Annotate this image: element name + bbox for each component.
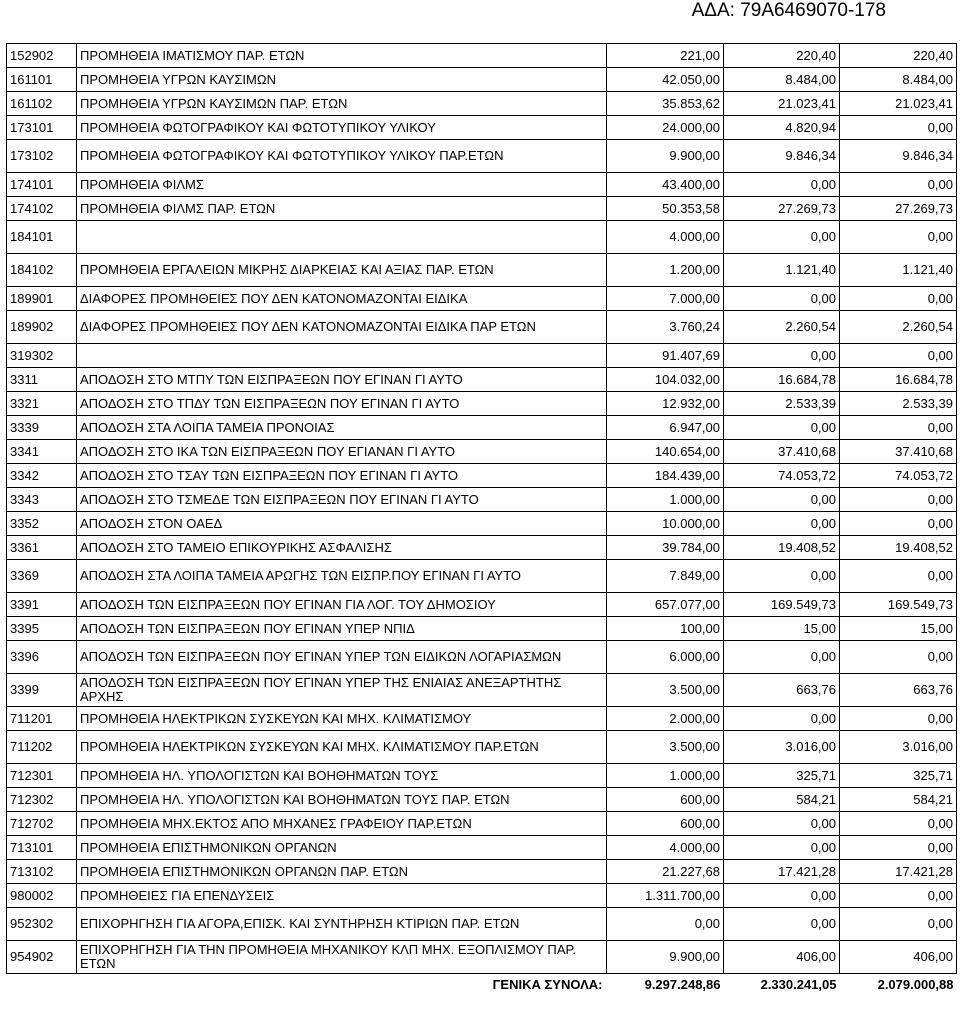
amount-committed-cell: 0,00 <box>724 836 840 860</box>
code-cell: 161101 <box>7 68 77 92</box>
code-cell: 3399 <box>7 674 77 707</box>
code-cell: 3342 <box>7 464 77 488</box>
amount-paid-cell: 0,00 <box>840 908 957 941</box>
amount-committed-cell: 3.016,00 <box>724 731 840 764</box>
amount-budgeted-cell: 42.050,00 <box>607 68 724 92</box>
description-cell: ΑΠΟΔΟΣΗ ΤΩΝ ΕΙΣΠΡΑΞΕΩΝ ΠΟΥ ΕΓΙΝΑΝ ΥΠΕΡ ΝΠΙΔ <box>77 617 607 641</box>
amount-budgeted-cell: 184.439,00 <box>607 464 724 488</box>
amount-committed-cell: 1.121,40 <box>724 254 840 287</box>
table-row <box>7 512 957 536</box>
amount-paid-cell: 0,00 <box>840 884 957 908</box>
code-cell: 189901 <box>7 287 77 311</box>
code-cell: 173101 <box>7 116 77 140</box>
table-row <box>7 731 957 764</box>
code-cell: 319302 <box>7 344 77 368</box>
description-cell: ΠΡΟΜΗΘΕΙΑ ΦΙΛΜΣ <box>77 173 607 197</box>
description-cell: ΑΠΟΔΟΣΗ ΣΤΟ ΤΣΜΕΔΕ ΤΩΝ ΕΙΣΠΡΑΞΕΩΝ ΠΟΥ ΕΓΙΝΑΝ ΓΙ ΑΥΤΟ <box>77 488 607 512</box>
description-cell: ΑΠΟΔΟΣΗ ΤΩΝ ΕΙΣΠΡΑΞΕΩΝ ΠΟΥ ΕΓΙΝΑΝ ΥΠΕΡ ΤΗΣ ΕΝΙΑΙΑΣ ΑΝΕΞΑΡΤΗΤΗΣ ΑΡΧΗΣ <box>77 674 607 707</box>
description-cell: ΠΡΟΜΗΘΕΙΑ ΥΓΡΩΝ ΚΑΥΣΙΜΩΝ <box>77 68 607 92</box>
amount-committed-cell: 0,00 <box>724 416 840 440</box>
amount-committed-cell: 663,76 <box>724 674 840 707</box>
amount-committed-cell: 169.549,73 <box>724 593 840 617</box>
code-cell: 3352 <box>7 512 77 536</box>
code-cell: 184101 <box>7 221 77 254</box>
amount-budgeted-cell: 24.000,00 <box>607 116 724 140</box>
amount-budgeted-cell: 657.077,00 <box>607 593 724 617</box>
total-committed: 2.330.241,05 <box>760 977 837 992</box>
code-cell: 3361 <box>7 536 77 560</box>
description-cell: ΑΠΟΔΟΣΗ ΣΤΟΝ ΟΑΕΔ <box>77 512 607 536</box>
amount-budgeted-cell: 104.032,00 <box>607 368 724 392</box>
amount-committed-cell: 0,00 <box>724 908 840 941</box>
amount-paid-cell: 0,00 <box>840 707 957 731</box>
description-cell: ΑΠΟΔΟΣΗ ΣΤΟ ΜΤΠΥ ΤΩΝ ΕΙΣΠΡΑΞΕΩΝ ΠΟΥ ΕΓΙΝΑΝ ΓΙ ΑΥΤΟ <box>77 368 607 392</box>
amount-budgeted-cell: 6.000,00 <box>607 641 724 674</box>
amount-budgeted-cell: 4.000,00 <box>607 221 724 254</box>
amount-budgeted-cell: 7.000,00 <box>607 287 724 311</box>
amount-paid-cell: 15,00 <box>840 617 957 641</box>
budget-table <box>6 43 957 996</box>
amount-paid-cell: 220,40 <box>840 44 957 68</box>
table-row <box>7 44 957 68</box>
amount-paid-cell: 17.421,28 <box>840 860 957 884</box>
description-cell: ΠΡΟΜΗΘΕΙΑ ΗΛΕΚΤΡΙΚΩΝ ΣΥΣΚΕΥΩΝ ΚΑΙ ΜΗΧ. ΚΛΙΜΑΤΙΣΜΟΥ <box>77 707 607 731</box>
amount-budgeted-cell: 10.000,00 <box>607 512 724 536</box>
description-cell: ΠΡΟΜΗΘΕΙΑ ΥΓΡΩΝ ΚΑΥΣΙΜΩΝ ΠΑΡ. ΕΤΩΝ <box>77 92 607 116</box>
amount-committed-cell: 0,00 <box>724 287 840 311</box>
code-cell: 713101 <box>7 836 77 860</box>
amount-committed-cell: 220,40 <box>724 44 840 68</box>
description-cell: ΑΠΟΔΟΣΗ ΣΤΟ ΙΚΑ ΤΩΝ ΕΙΣΠΡΑΞΕΩΝ ΠΟΥ ΕΓΙΑΝΑΝ ΓΙ ΑΥΤΟ <box>77 440 607 464</box>
amount-committed-cell: 406,00 <box>724 941 840 974</box>
amount-paid-cell: 0,00 <box>840 116 957 140</box>
code-cell: 173102 <box>7 140 77 173</box>
amount-paid-cell: 16.684,78 <box>840 368 957 392</box>
code-cell: 174101 <box>7 173 77 197</box>
code-cell: 3369 <box>7 560 77 593</box>
table-row <box>7 617 957 641</box>
amount-budgeted-cell: 2.000,00 <box>607 707 724 731</box>
description-cell: ΠΡΟΜΗΘΕΙΑ ΕΠΙΣΤΗΜΟΝΙΚΩΝ ΟΡΓΑΝΩΝ <box>77 836 607 860</box>
description-cell: ΑΠΟΔΟΣΗ ΣΤΟ ΤΑΜΕΙΟ ΕΠΙΚΟΥΡΙΚΗΣ ΑΣΦΑΛΙΣΗΣ <box>77 536 607 560</box>
table-row <box>7 344 957 368</box>
description-cell: ΔΙΑΦΟΡΕΣ ΠΡΟΜΗΘΕΙΕΣ ΠΟΥ ΔΕΝ ΚΑΤΟΝΟΜΑΖΟΝΤΑΙ ΕΙΔΙΚΑ <box>77 287 607 311</box>
amount-paid-cell: 0,00 <box>840 221 957 254</box>
amount-paid-cell: 27.269,73 <box>840 197 957 221</box>
amount-committed-cell: 0,00 <box>724 812 840 836</box>
code-cell: 713102 <box>7 860 77 884</box>
description-cell: ΑΠΟΔΟΣΗ ΣΤΑ ΛΟΙΠΑ ΤΑΜΕΙΑ ΑΡΩΓΗΣ ΤΩΝ ΕΙΣΠΡ.ΠΟΥ ΕΓΙΝΑΝ ΓΙ ΑΥΤΟ <box>77 560 607 593</box>
description-cell: ΕΠΙΧΟΡΗΓΗΣΗ ΓΙΑ ΤΗΝ ΠΡΟΜΗΘΕΙΑ ΜΗΧΑΝΙΚΟΥ ΚΛΠ ΜΗΧ. ΕΞΟΠΛΙΣΜΟΥ ΠΑΡ. ΕΤΩΝ <box>77 941 607 974</box>
description-cell: ΠΡΟΜΗΘΕΙΑ ΗΛΕΚΤΡΙΚΩΝ ΣΥΣΚΕΥΩΝ ΚΑΙ ΜΗΧ. ΚΛΙΜΑΤΙΣΜΟΥ ΠΑΡ.ΕΤΩΝ <box>77 731 607 764</box>
description-cell: ΑΠΟΔΟΣΗ ΣΤΑ ΛΟΙΠΑ ΤΑΜΕΙΑ ΠΡΟΝΟΙΑΣ <box>77 416 607 440</box>
amount-budgeted-cell: 6.947,00 <box>607 416 724 440</box>
amount-paid-cell: 663,76 <box>840 674 957 707</box>
amount-paid-cell: 0,00 <box>840 836 957 860</box>
table-row <box>7 788 957 812</box>
amount-paid-cell: 1.121,40 <box>840 254 957 287</box>
amount-paid-cell: 0,00 <box>840 287 957 311</box>
amount-committed-cell: 27.269,73 <box>724 197 840 221</box>
amount-budgeted-cell: 43.400,00 <box>607 173 724 197</box>
amount-committed-cell: 0,00 <box>724 344 840 368</box>
code-cell: 711201 <box>7 707 77 731</box>
amount-committed-cell: 19.408,52 <box>724 536 840 560</box>
amount-paid-cell: 325,71 <box>840 764 957 788</box>
table-row <box>7 368 957 392</box>
description-cell: ΠΡΟΜΗΘΕΙΑ ΕΡΓΑΛΕΙΩΝ ΜΙΚΡΗΣ ΔΙΑΡΚΕΙΑΣ ΚΑΙ ΑΞΙΑΣ ΠΑΡ. ΕΤΩΝ <box>77 254 607 287</box>
description-cell: ΕΠΙΧΟΡΗΓΗΣΗ ΓΙΑ ΑΓΟΡΑ,ΕΠΙΣΚ. ΚΑΙ ΣΥΝΤΗΡΗΣΗ ΚΤΙΡΙΩΝ ΠΑΡ. ΕΤΩΝ <box>77 908 607 941</box>
amount-paid-cell: 0,00 <box>840 344 957 368</box>
ada-code: ΑΔΑ: 79Α6469070-178 <box>691 0 886 21</box>
amount-budgeted-cell: 1.000,00 <box>607 488 724 512</box>
table-row <box>7 536 957 560</box>
table-row <box>7 908 957 941</box>
table-row <box>7 173 957 197</box>
amount-paid-cell: 37.410,68 <box>840 440 957 464</box>
table-row <box>7 416 957 440</box>
table-row <box>7 941 957 974</box>
amount-committed-cell: 8.484,00 <box>724 68 840 92</box>
description-cell: ΠΡΟΜΗΘΕΙΑ ΙΜΑΤΙΣΜΟΥ ΠΑΡ. ΕΤΩΝ <box>77 44 607 68</box>
code-cell: 980002 <box>7 884 77 908</box>
table-row <box>7 707 957 731</box>
code-cell: 3343 <box>7 488 77 512</box>
amount-committed-cell: 0,00 <box>724 221 840 254</box>
amount-committed-cell: 0,00 <box>724 512 840 536</box>
amount-budgeted-cell: 221,00 <box>607 44 724 68</box>
code-cell: 712302 <box>7 788 77 812</box>
amount-committed-cell: 15,00 <box>724 617 840 641</box>
amount-budgeted-cell: 35.853,62 <box>607 92 724 116</box>
code-cell: 152902 <box>7 44 77 68</box>
amount-paid-cell: 2.260,54 <box>840 311 957 344</box>
amount-paid-cell: 8.484,00 <box>840 68 957 92</box>
amount-budgeted-cell: 39.784,00 <box>607 536 724 560</box>
description-cell: ΑΠΟΔΟΣΗ ΣΤΟ ΤΠΔΥ ΤΩΝ ΕΙΣΠΡΑΞΕΩΝ ΠΟΥ ΕΓΙΝΑΝ ΓΙ ΑΥΤΟ <box>77 392 607 416</box>
table-row <box>7 812 957 836</box>
amount-committed-cell: 9.846,34 <box>724 140 840 173</box>
amount-committed-cell: 74.053,72 <box>724 464 840 488</box>
amount-committed-cell: 37.410,68 <box>724 440 840 464</box>
amount-paid-cell: 2.533,39 <box>840 392 957 416</box>
budget-table-body <box>7 44 957 997</box>
code-cell: 712702 <box>7 812 77 836</box>
code-cell: 952302 <box>7 908 77 941</box>
table-row <box>7 254 957 287</box>
amount-paid-cell: 74.053,72 <box>840 464 957 488</box>
amount-committed-cell: 2.533,39 <box>724 392 840 416</box>
code-cell: 174102 <box>7 197 77 221</box>
table-row <box>7 488 957 512</box>
amount-budgeted-cell: 100,00 <box>607 617 724 641</box>
amount-committed-cell: 0,00 <box>724 884 840 908</box>
amount-committed-cell: 2.260,54 <box>724 311 840 344</box>
code-cell: 161102 <box>7 92 77 116</box>
code-cell: 184102 <box>7 254 77 287</box>
description-cell: ΠΡΟΜΗΘΕΙΑ ΕΠΙΣΤΗΜΟΝΙΚΩΝ ΟΡΓΑΝΩΝ ΠΑΡ. ΕΤΩΝ <box>77 860 607 884</box>
amount-budgeted-cell: 9.900,00 <box>607 140 724 173</box>
code-cell: 954902 <box>7 941 77 974</box>
amount-committed-cell: 0,00 <box>724 173 840 197</box>
amount-committed-cell: 325,71 <box>724 764 840 788</box>
description-cell: ΑΠΟΔΟΣΗ ΣΤΟ ΤΣΑΥ ΤΩΝ ΕΙΣΠΡΑΞΕΩΝ ΠΟΥ ΕΓΙΝΑΝ ΓΙ ΑΥΤΟ <box>77 464 607 488</box>
table-row <box>7 221 957 254</box>
amount-committed-cell: 0,00 <box>724 707 840 731</box>
amount-paid-cell: 584,21 <box>840 788 957 812</box>
amount-budgeted-cell: 12.932,00 <box>607 392 724 416</box>
table-row <box>7 593 957 617</box>
amount-budgeted-cell: 4.000,00 <box>607 836 724 860</box>
description-cell <box>77 344 607 368</box>
amount-budgeted-cell: 3.760,24 <box>607 311 724 344</box>
table-row <box>7 116 957 140</box>
amount-budgeted-cell: 1.000,00 <box>607 764 724 788</box>
description-cell: ΠΡΟΜΗΘΕΙΑ ΦΙΛΜΣ ΠΑΡ. ΕΤΩΝ <box>77 197 607 221</box>
table-row <box>7 140 957 173</box>
table-row <box>7 197 957 221</box>
amount-paid-cell: 0,00 <box>840 173 957 197</box>
amount-committed-cell: 21.023,41 <box>724 92 840 116</box>
table-row <box>7 464 957 488</box>
amount-budgeted-cell: 91.407,69 <box>607 344 724 368</box>
code-cell: 3341 <box>7 440 77 464</box>
code-cell: 3311 <box>7 368 77 392</box>
totals-label: ΓΕΝΙΚΑ ΣΥΝΟΛΑ: <box>492 977 603 992</box>
table-row <box>7 287 957 311</box>
amount-paid-cell: 9.846,34 <box>840 140 957 173</box>
amount-budgeted-cell: 600,00 <box>607 812 724 836</box>
amount-committed-cell: 16.684,78 <box>724 368 840 392</box>
code-cell: 189902 <box>7 311 77 344</box>
amount-paid-cell: 0,00 <box>840 488 957 512</box>
amount-budgeted-cell: 9.900,00 <box>607 941 724 974</box>
description-cell: ΠΡΟΜΗΘΕΙΑ ΗΛ. ΥΠΟΛΟΓΙΣΤΩΝ ΚΑΙ ΒΟΗΘΗΜΑΤΩΝ ΤΟΥΣ ΠΑΡ. ΕΤΩΝ <box>77 788 607 812</box>
table-row <box>7 440 957 464</box>
amount-paid-cell: 169.549,73 <box>840 593 957 617</box>
total-budgeted: 9.297.248,86 <box>644 977 721 992</box>
amount-committed-cell: 0,00 <box>724 488 840 512</box>
description-cell <box>77 221 607 254</box>
amount-budgeted-cell: 0,00 <box>607 908 724 941</box>
code-cell: 3396 <box>7 641 77 674</box>
description-cell: ΑΠΟΔΟΣΗ ΤΩΝ ΕΙΣΠΡΑΞΕΩΝ ΠΟΥ ΕΓΙΝΑΝ ΓΙΑ ΛΟΓ. ΤΟΥ ΔΗΜΟΣΙΟΥ <box>77 593 607 617</box>
description-cell: ΠΡΟΜΗΘΕΙΑ ΗΛ. ΥΠΟΛΟΓΙΣΤΩΝ ΚΑΙ ΒΟΗΘΗΜΑΤΩΝ ΤΟΥΣ <box>77 764 607 788</box>
amount-budgeted-cell: 1.311.700,00 <box>607 884 724 908</box>
amount-paid-cell: 0,00 <box>840 416 957 440</box>
code-cell: 712301 <box>7 764 77 788</box>
code-cell: 711202 <box>7 731 77 764</box>
table-row <box>7 641 957 674</box>
description-cell: ΠΡΟΜΗΘΕΙΑ ΦΩΤΟΓΡΑΦΙΚΟΥ ΚΑΙ ΦΩΤΟΤΥΠΙΚΟΥ ΥΛΙΚΟΥ <box>77 116 607 140</box>
table-row <box>7 836 957 860</box>
amount-paid-cell: 406,00 <box>840 941 957 974</box>
table-row <box>7 311 957 344</box>
table-row <box>7 92 957 116</box>
amount-paid-cell: 21.023,41 <box>840 92 957 116</box>
code-cell: 3391 <box>7 593 77 617</box>
table-row <box>7 392 957 416</box>
amount-paid-cell: 19.408,52 <box>840 536 957 560</box>
description-cell: ΠΡΟΜΗΘΕΙΑ ΦΩΤΟΓΡΑΦΙΚΟΥ ΚΑΙ ΦΩΤΟΤΥΠΙΚΟΥ ΥΛΙΚΟΥ ΠΑΡ.ΕΤΩΝ <box>77 140 607 173</box>
amount-budgeted-cell: 600,00 <box>607 788 724 812</box>
amount-budgeted-cell: 140.654,00 <box>607 440 724 464</box>
amount-paid-cell: 0,00 <box>840 641 957 674</box>
description-cell: ΑΠΟΔΟΣΗ ΤΩΝ ΕΙΣΠΡΑΞΕΩΝ ΠΟΥ ΕΓΙΝΑΝ ΥΠΕΡ ΤΩΝ ΕΙΔΙΚΩΝ ΛΟΓΑΡΙΑΣΜΩΝ <box>77 641 607 674</box>
amount-paid-cell: 0,00 <box>840 812 957 836</box>
amount-committed-cell: 17.421,28 <box>724 860 840 884</box>
description-cell: ΔΙΑΦΟΡΕΣ ΠΡΟΜΗΘΕΙΕΣ ΠΟΥ ΔΕΝ ΚΑΤΟΝΟΜΑΖΟΝΤΑΙ ΕΙΔΙΚΑ ΠΑΡ ΕΤΩΝ <box>77 311 607 344</box>
table-row <box>7 764 957 788</box>
amount-budgeted-cell: 1.200,00 <box>607 254 724 287</box>
amount-paid-cell: 0,00 <box>840 512 957 536</box>
amount-budgeted-cell: 7.849,00 <box>607 560 724 593</box>
table-row <box>7 674 957 707</box>
table-row <box>7 560 957 593</box>
amount-budgeted-cell: 21.227,68 <box>607 860 724 884</box>
total-paid: 2.079.000,88 <box>877 977 954 992</box>
code-cell: 3339 <box>7 416 77 440</box>
amount-committed-cell: 4.820,94 <box>724 116 840 140</box>
amount-paid-cell: 3.016,00 <box>840 731 957 764</box>
totals-row <box>7 974 957 997</box>
table-row <box>7 860 957 884</box>
code-cell: 3395 <box>7 617 77 641</box>
description-cell: ΠΡΟΜΗΘΕΙΕΣ ΓΙΑ ΕΠΕΝΔΥΣΕΙΣ <box>77 884 607 908</box>
table-row <box>7 884 957 908</box>
amount-committed-cell: 584,21 <box>724 788 840 812</box>
amount-budgeted-cell: 3.500,00 <box>607 731 724 764</box>
description-cell: ΠΡΟΜΗΘΕΙΑ ΜΗΧ.ΕΚΤΟΣ ΑΠΟ ΜΗΧΑΝΕΣ ΓΡΑΦΕΙΟΥ ΠΑΡ.ΕΤΩΝ <box>77 812 607 836</box>
table-row <box>7 68 957 92</box>
amount-budgeted-cell: 3.500,00 <box>607 674 724 707</box>
code-cell: 3321 <box>7 392 77 416</box>
amount-budgeted-cell: 50.353,58 <box>607 197 724 221</box>
amount-committed-cell: 0,00 <box>724 641 840 674</box>
amount-committed-cell: 0,00 <box>724 560 840 593</box>
amount-paid-cell: 0,00 <box>840 560 957 593</box>
